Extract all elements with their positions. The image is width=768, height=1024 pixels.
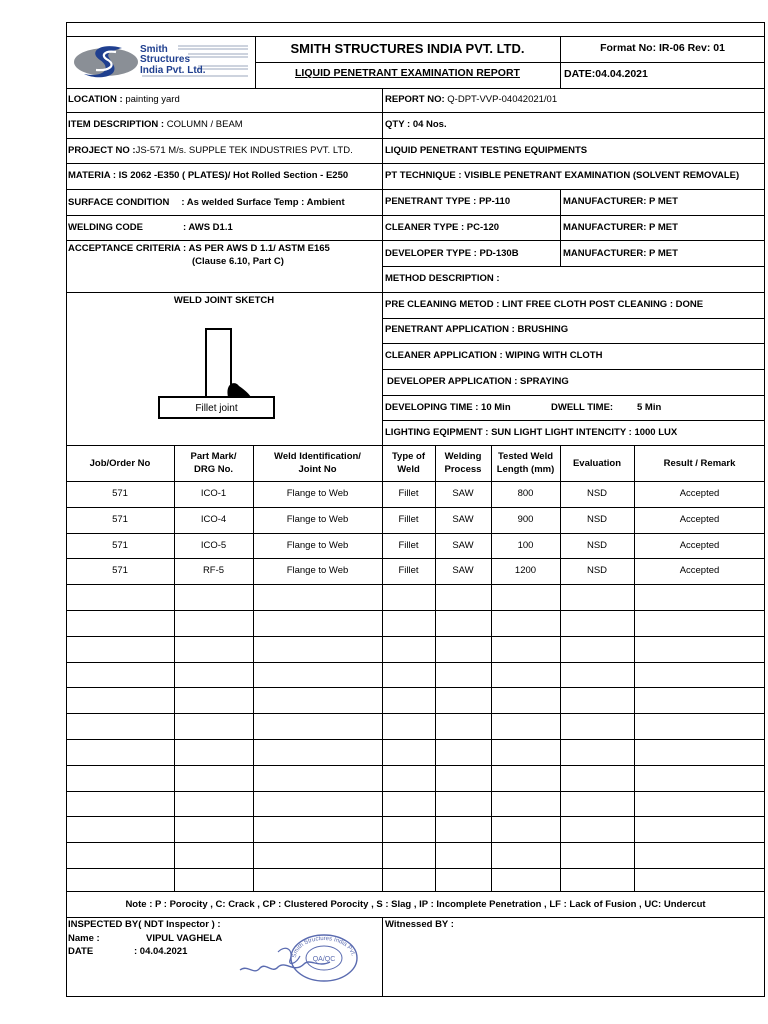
divider bbox=[66, 292, 382, 293]
cell-type-of-weld: Fillet bbox=[398, 540, 419, 551]
developing-time: DEVELOPING TIME : 10 Min bbox=[385, 402, 511, 413]
inspection-date: : 04.04.2021 bbox=[134, 946, 188, 957]
table-row-divider bbox=[66, 610, 765, 611]
cell-type-of-weld: Fillet bbox=[398, 565, 419, 576]
table-row-divider bbox=[66, 507, 765, 508]
divider bbox=[382, 266, 765, 267]
divider bbox=[66, 138, 382, 139]
acceptance-clause: (Clause 6.10, Part C) bbox=[192, 256, 284, 267]
divider bbox=[382, 292, 765, 293]
table-row-divider bbox=[66, 739, 765, 740]
divider bbox=[66, 917, 765, 918]
divider bbox=[66, 240, 382, 241]
th-job-order: Job/Order No bbox=[89, 457, 151, 469]
th-result-remark: Result / Remark bbox=[663, 457, 736, 469]
inspector-name: VIPUL VAGHELA bbox=[146, 933, 223, 944]
cell-weld-identification: Flange to Web bbox=[286, 565, 349, 576]
legend-note: Note : P : Porocity , C: Crack , CP : Clustered Porocity , S : Slag , IP : Incomplete Penetration , LF : Lack of Fusion , UC: Undercut bbox=[125, 899, 706, 910]
table-column-divider bbox=[174, 445, 175, 891]
pt-technique: PT TECHNIQUE : VISIBLE PENETRANT EXAMINATION (SOLVENT REMOVALE) bbox=[385, 170, 740, 181]
cell-result: Accepted bbox=[679, 514, 720, 525]
table-column-divider bbox=[382, 445, 383, 891]
divider bbox=[255, 62, 765, 63]
table-row-divider bbox=[66, 868, 765, 869]
cell-job-order: 571 bbox=[112, 514, 128, 525]
table-row-divider bbox=[66, 558, 765, 559]
cleaner-application: CLEANER APPLICATION : WIPING WITH CLOTH bbox=[385, 350, 603, 361]
table-column-divider bbox=[634, 445, 635, 891]
cell-job-order: 571 bbox=[112, 540, 128, 551]
divider bbox=[66, 163, 382, 164]
cell-weld-identification: Flange to Web bbox=[286, 514, 349, 525]
dwell-label: DWELL TIME: bbox=[551, 402, 614, 413]
report-no-value: Q-DPT-VVP-04042021/01 bbox=[447, 94, 558, 105]
sketch-label: Fillet joint bbox=[195, 403, 238, 414]
cell-weld-identification: Flange to Web bbox=[286, 488, 349, 499]
company-name: SMITH STRUCTURES INDIA PVT. LTD. bbox=[290, 41, 525, 56]
report-title bbox=[255, 67, 560, 80]
welding-label: WELDING CODE bbox=[68, 222, 143, 233]
project-label: PROJECT NO : bbox=[68, 145, 136, 156]
th-weld-identification: Weld Identification/ Joint No bbox=[274, 451, 361, 475]
divider bbox=[66, 445, 765, 446]
th-evaluation: Evaluation bbox=[572, 457, 622, 469]
divider bbox=[382, 163, 765, 164]
cell-evaluation: NSD bbox=[586, 540, 608, 551]
qty-value: 04 Nos. bbox=[412, 119, 447, 130]
svg-text:Smith Structures India Pvt. bbox=[292, 936, 356, 958]
material: MATERIA : IS 2062 -E350 ( PLATES)/ Hot Rolled Section - E250 bbox=[68, 170, 349, 181]
th-part-mark: Part Mark/ DRG No. bbox=[190, 451, 237, 475]
divider bbox=[382, 369, 765, 370]
cell-job-order: 571 bbox=[112, 488, 128, 499]
cell-type-of-weld: Fillet bbox=[398, 514, 419, 525]
cell-job-order: 571 bbox=[112, 565, 128, 576]
table-column-divider bbox=[435, 445, 436, 891]
divider bbox=[66, 112, 382, 113]
equipment-heading: LIQUID PENETRANT TESTING EQUIPMENTS bbox=[385, 145, 588, 156]
qty-label: QTY : bbox=[385, 119, 411, 130]
divider bbox=[66, 189, 382, 190]
stamp-center-text: QA/QC bbox=[312, 956, 336, 963]
cell-evaluation: NSD bbox=[586, 514, 608, 525]
surface-value: : As welded Surface Temp : Ambient bbox=[181, 197, 345, 208]
manufacturer-penetrant: MANUFACTURER: P MET bbox=[563, 196, 678, 207]
report-no-row bbox=[385, 94, 557, 106]
developer-type: DEVELOPER TYPE : PD-130B bbox=[385, 248, 519, 259]
divider bbox=[66, 36, 765, 37]
table-row-divider bbox=[66, 687, 765, 688]
sketch-title: WELD JOINT SKETCH bbox=[173, 295, 275, 306]
divider bbox=[560, 189, 561, 266]
qa-qc-stamp-signature bbox=[238, 934, 360, 986]
cleaner-type: CLEANER TYPE : PC-120 bbox=[385, 222, 500, 233]
cell-tested-length: 900 bbox=[517, 514, 534, 525]
surface-label: SURFACE CONDITION bbox=[68, 197, 170, 208]
divider bbox=[66, 88, 765, 89]
dwell-value: 5 Min bbox=[637, 402, 662, 413]
report-frame bbox=[66, 22, 765, 997]
project-row bbox=[68, 145, 353, 157]
cell-part-mark: RF-5 bbox=[202, 565, 225, 576]
cell-weld-identification: Flange to Web bbox=[286, 540, 349, 551]
table-row-divider bbox=[66, 662, 765, 663]
divider bbox=[382, 420, 765, 421]
report-date: DATE:04.04.2021 bbox=[564, 68, 648, 80]
lighting: LIGHTING EQIPMENT : SUN LIGHT LIGHT INTENCITY : 1000 LUX bbox=[385, 427, 678, 438]
cell-part-mark: ICO-4 bbox=[200, 514, 227, 525]
table-row-divider bbox=[66, 533, 765, 534]
cell-welding-process: SAW bbox=[452, 488, 474, 499]
divider bbox=[382, 138, 765, 139]
cell-tested-length: 800 bbox=[517, 488, 534, 499]
location-label: LOCATION : bbox=[68, 94, 123, 105]
divider bbox=[382, 215, 765, 216]
divider bbox=[382, 240, 765, 241]
divider bbox=[382, 318, 765, 319]
th-type-of-weld: Type of Weld bbox=[391, 451, 426, 475]
developer-application: DEVELOPER APPLICATION : SPRAYING bbox=[387, 376, 569, 387]
name-label: Name : bbox=[68, 933, 100, 944]
table-row-divider bbox=[66, 713, 765, 714]
table-row-divider bbox=[66, 842, 765, 843]
inspected-by: INSPECTED BY( NDT Inspector ) : bbox=[68, 919, 221, 930]
penetrant-type: PENETRANT TYPE : PP-110 bbox=[385, 196, 511, 207]
cell-welding-process: SAW bbox=[452, 514, 474, 525]
acceptance-criteria: ACCEPTANCE CRITERIA : AS PER AWS D 1.1/ ASTM E165 bbox=[68, 243, 330, 254]
item-row bbox=[68, 119, 243, 131]
logo-text-line-2: Structures bbox=[140, 54, 191, 65]
divider bbox=[382, 343, 765, 344]
stamp-text: Smith Structures India Pvt. bbox=[291, 935, 356, 959]
witnessed-by: Witnessed BY : bbox=[385, 919, 454, 930]
cell-part-mark: ICO-5 bbox=[200, 540, 227, 551]
cell-result: Accepted bbox=[679, 540, 720, 551]
cell-part-mark: ICO-1 bbox=[200, 488, 227, 499]
cell-tested-length: 1200 bbox=[514, 565, 537, 576]
table-row-divider bbox=[66, 816, 765, 817]
welding-value: : AWS D1.1 bbox=[182, 222, 233, 233]
item-value: COLUMN / BEAM bbox=[166, 119, 243, 130]
qty-row bbox=[385, 119, 447, 131]
location-value: painting yard bbox=[125, 94, 180, 105]
th-tested-weld-length: Tested Weld Length (mm) bbox=[496, 451, 555, 475]
table-column-divider bbox=[253, 445, 254, 891]
manufacturer-developer: MANUFACTURER: P MET bbox=[563, 248, 678, 259]
location-row bbox=[68, 94, 180, 106]
penetrant-application: PENETRANT APPLICATION : BRUSHING bbox=[385, 324, 569, 335]
project-value: JS-571 M/s. SUPPLE TEK INDUSTRIES PVT. LTD. bbox=[135, 145, 353, 156]
divider bbox=[382, 112, 765, 113]
item-label: ITEM DESCRIPTION : bbox=[68, 119, 165, 130]
cell-type-of-weld: Fillet bbox=[398, 488, 419, 499]
table-row-divider bbox=[66, 636, 765, 637]
method-description: METHOD DESCRIPTION : bbox=[385, 273, 500, 284]
cell-tested-length: 100 bbox=[517, 540, 534, 551]
table-row-divider bbox=[66, 791, 765, 792]
company-logo bbox=[70, 40, 252, 84]
divider bbox=[66, 215, 382, 216]
divider bbox=[66, 891, 765, 892]
cell-welding-process: SAW bbox=[452, 565, 474, 576]
report-no-label: REPORT NO: bbox=[385, 94, 445, 105]
cell-evaluation: NSD bbox=[586, 488, 608, 499]
logo-text-line-1: Smith bbox=[140, 44, 168, 55]
cell-welding-process: SAW bbox=[452, 540, 474, 551]
table-row-divider bbox=[66, 584, 765, 585]
divider bbox=[66, 481, 765, 482]
table-row-divider bbox=[66, 765, 765, 766]
welding-row bbox=[68, 222, 233, 234]
pre-cleaning: PRE CLEANING METOD : LINT FREE CLOTH POST CLEANING : DONE bbox=[385, 299, 704, 310]
date-label: DATE bbox=[68, 946, 94, 957]
surface-row bbox=[68, 197, 345, 209]
cell-evaluation: NSD bbox=[586, 565, 608, 576]
th-welding-process: Welding Process bbox=[444, 451, 482, 475]
format-no: Format No: IR-06 Rev: 01 bbox=[600, 42, 725, 54]
manufacturer-cleaner: MANUFACTURER: P MET bbox=[563, 222, 678, 233]
report-title-text: LIQUID PENETRANT EXAMINATION REPORT bbox=[295, 67, 520, 79]
logo-text-line-3: India Pvt. Ltd. bbox=[140, 65, 206, 76]
divider bbox=[382, 917, 383, 997]
table-column-divider bbox=[491, 445, 492, 891]
divider bbox=[382, 395, 765, 396]
cell-result: Accepted bbox=[679, 565, 720, 576]
cell-result: Accepted bbox=[679, 488, 720, 499]
table-column-divider bbox=[560, 445, 561, 891]
divider bbox=[382, 189, 765, 190]
